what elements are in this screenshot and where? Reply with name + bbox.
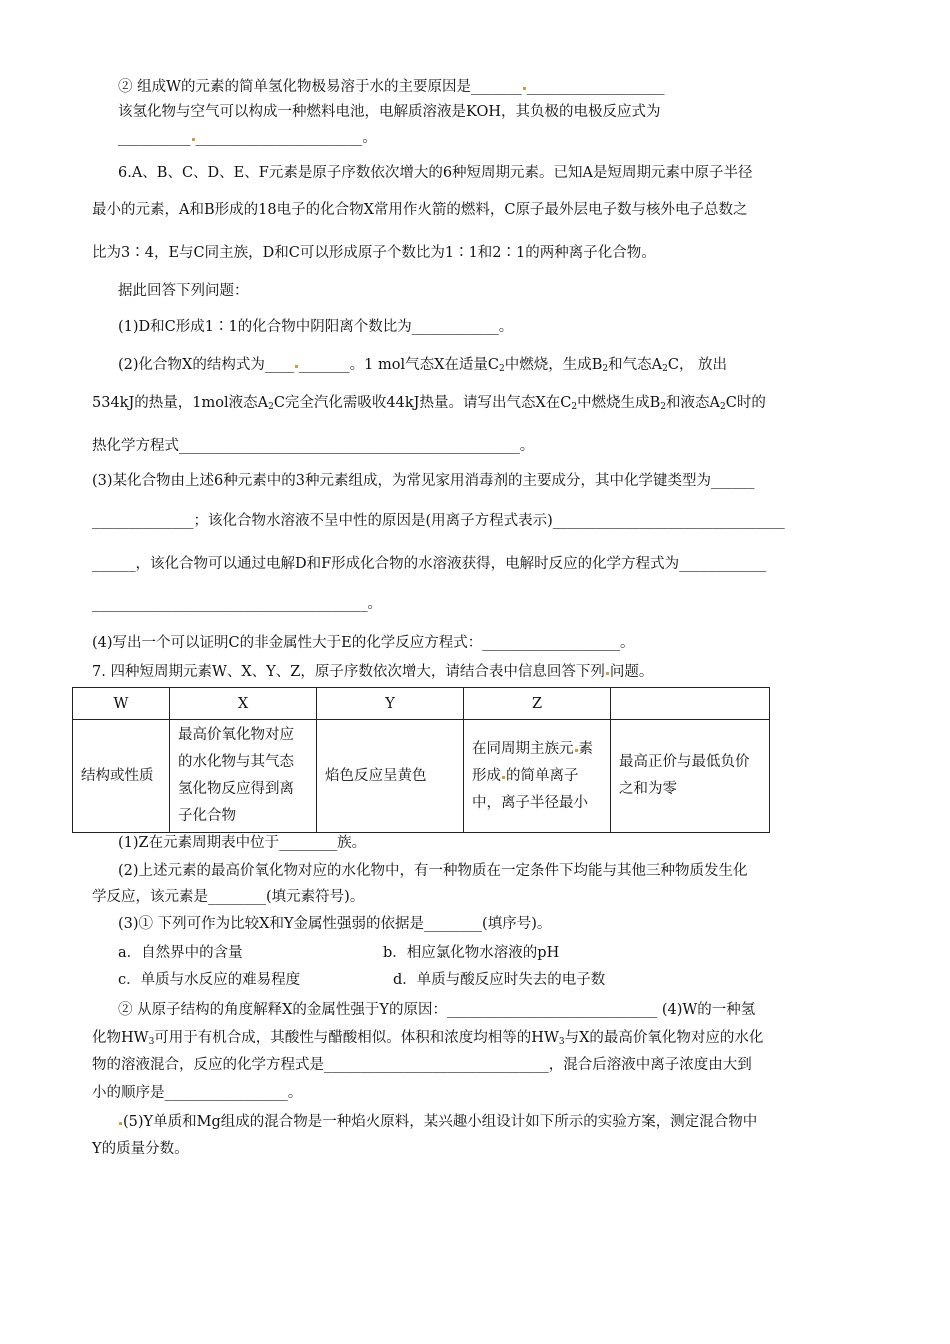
q7-option-b: b．相应氯化物水溶液的pH: [383, 945, 560, 961]
table-row: [73, 720, 770, 833]
q7-part-4-line-4: 小的顺序是_________________。: [92, 1085, 303, 1101]
mark-dot: [119, 1122, 122, 1125]
q6-part-1: (1)D和C形成1∶1的化合物中阴阳离个数比为____________。: [118, 319, 514, 335]
q7-option-a: a．自然界中的含量: [118, 945, 243, 961]
cell-y: 焰色反应呈黄色: [317, 720, 464, 833]
header-x: X: [170, 688, 317, 720]
q7-part-4-line-3: 物的溶液混合，反应的化学方程式是_______________________________，混合后溶液中离子浓度由大到: [92, 1057, 752, 1073]
q5-line-3: __________ _______________________。: [118, 130, 377, 146]
mark-dot: [523, 87, 526, 90]
q7-part-2-line-2: 学反应，该元素是________(填元素符号)。: [92, 889, 365, 905]
q7-part-3-2: ② 从原子结构的角度解释X的金属性强于Y的原因：_____________________________ (4)W的一种氢: [118, 1002, 756, 1018]
cell-x: 最高价氧化物对应的水化物与其气态氢化物反应得到离子化合物: [170, 720, 317, 833]
q6-part-3-line-3: ______，该化合物可以通过电解D和F形成化合物的水溶液获得，电解时反应的化学方程式为____________: [92, 556, 767, 572]
q7-part-4-line-2: 化物$HW_3$可用于有机合成，其酸性与醋酸相似。体积和浓度均相等的$HW_3$与X的最高价氧化物对应的水化: [92, 1030, 764, 1047]
mark-dot: [192, 138, 195, 141]
q7-part-5-line-2: Y的质量分数。: [92, 1141, 189, 1157]
mark-dot: [295, 365, 298, 368]
q6-intro-2: 最小的元素，A和B形成的18电子的化合物X常用作火箭的燃料，C原子最外层电子数与核外电子总数之: [92, 202, 748, 218]
q7-option-d: d．单质与酸反应时失去的电子数: [393, 972, 606, 988]
q5-line-1: ② 组成W的元素的简单氢化物极易溶于水的主要原因是_______ ___________________: [118, 79, 665, 95]
q6-prompt: 据此回答下列问题：: [118, 283, 249, 299]
q5-line-2: 该氢化物与空气可以构成一种燃料电池，电解质溶液是KOH，其负极的电极反应式为: [118, 104, 661, 120]
table-header-row: [73, 688, 770, 720]
q6-part-3-line-2: ______________；该化合物水溶液不呈中性的原因是(用离子方程式表示)________________________________: [92, 513, 785, 529]
q7-option-c: c．单质与水反应的难易程度: [118, 972, 301, 988]
element-info-table: [72, 687, 770, 833]
mark-dot: [575, 749, 578, 752]
q6-part-4: (4)写出一个可以证明C的非金属性大于E的化学反应方程式：___________________。: [92, 635, 635, 651]
row-label: 结构或性质: [73, 720, 170, 833]
header-y: Y: [317, 688, 464, 720]
q6-part-3-line-4: ______________________________________。: [92, 596, 382, 612]
q6-part-2-line-1: (2)化合物X的结构式为____ _______。1 mol气态X在适量$C_2$中燃烧，生成$B_2$和气态$A_2C$， 放出: [118, 357, 728, 374]
q7-intro: 7. 四种短周期元素W、X、Y、Z，原子序数依次增大，请结合表中信息回答下列 问题。: [92, 664, 654, 680]
mark-dot: [606, 672, 609, 675]
q6-part-2-line-3: 热化学方程式_______________________________________________。: [92, 438, 535, 454]
cell-last: 最高正价与最低负价之和为零: [611, 720, 770, 833]
header-blank: [611, 688, 770, 720]
q6-part-2-line-2: 534kJ的热量，1mol液态$A_2C$完全汽化需吸收44kJ热量。请写出气态X在$C_2$中燃烧生成$B_2$和液态$A_2C$时的: [92, 395, 766, 412]
header-z: Z: [464, 688, 611, 720]
q7-part-2-line-1: (2)上述元素的最高价氧化物对应的水化物中，有一种物质在一定条件下均能与其他三种物质发生化: [118, 863, 748, 879]
mark-dot: [502, 776, 505, 779]
q7-part-1: (1)Z在元素周期表中位于________族。: [118, 835, 367, 851]
cell-z: 在同周期主族元 素形成 的简单离子中，离子半径最小: [464, 720, 611, 833]
q7-part-5-line-1: (5)Y单质和Mg组成的混合物是一种焰火原料，某兴趣小组设计如下所示的实验方案，测定混合物中: [118, 1112, 757, 1132]
q7-part-3: (3)① 下列可作为比较X和Y金属性强弱的依据是________(填序号)。: [118, 916, 552, 932]
header-w: W: [73, 688, 170, 720]
q6-intro-3: 比为3∶4，E与C同主族，D和C可以形成原子个数比为1∶1和2∶1的两种离子化合物。: [92, 245, 656, 261]
q6-part-3-line-1: (3)某化合物由上述6种元素中的3种元素组成，为常见家用消毒剂的主要成分，其中化学键类型为______: [92, 473, 755, 489]
q6-intro-1: 6.A、B、C、D、E、F元素是原子序数依次增大的6种短周期元素。已知A是短周期元素中原子半径: [118, 165, 753, 181]
